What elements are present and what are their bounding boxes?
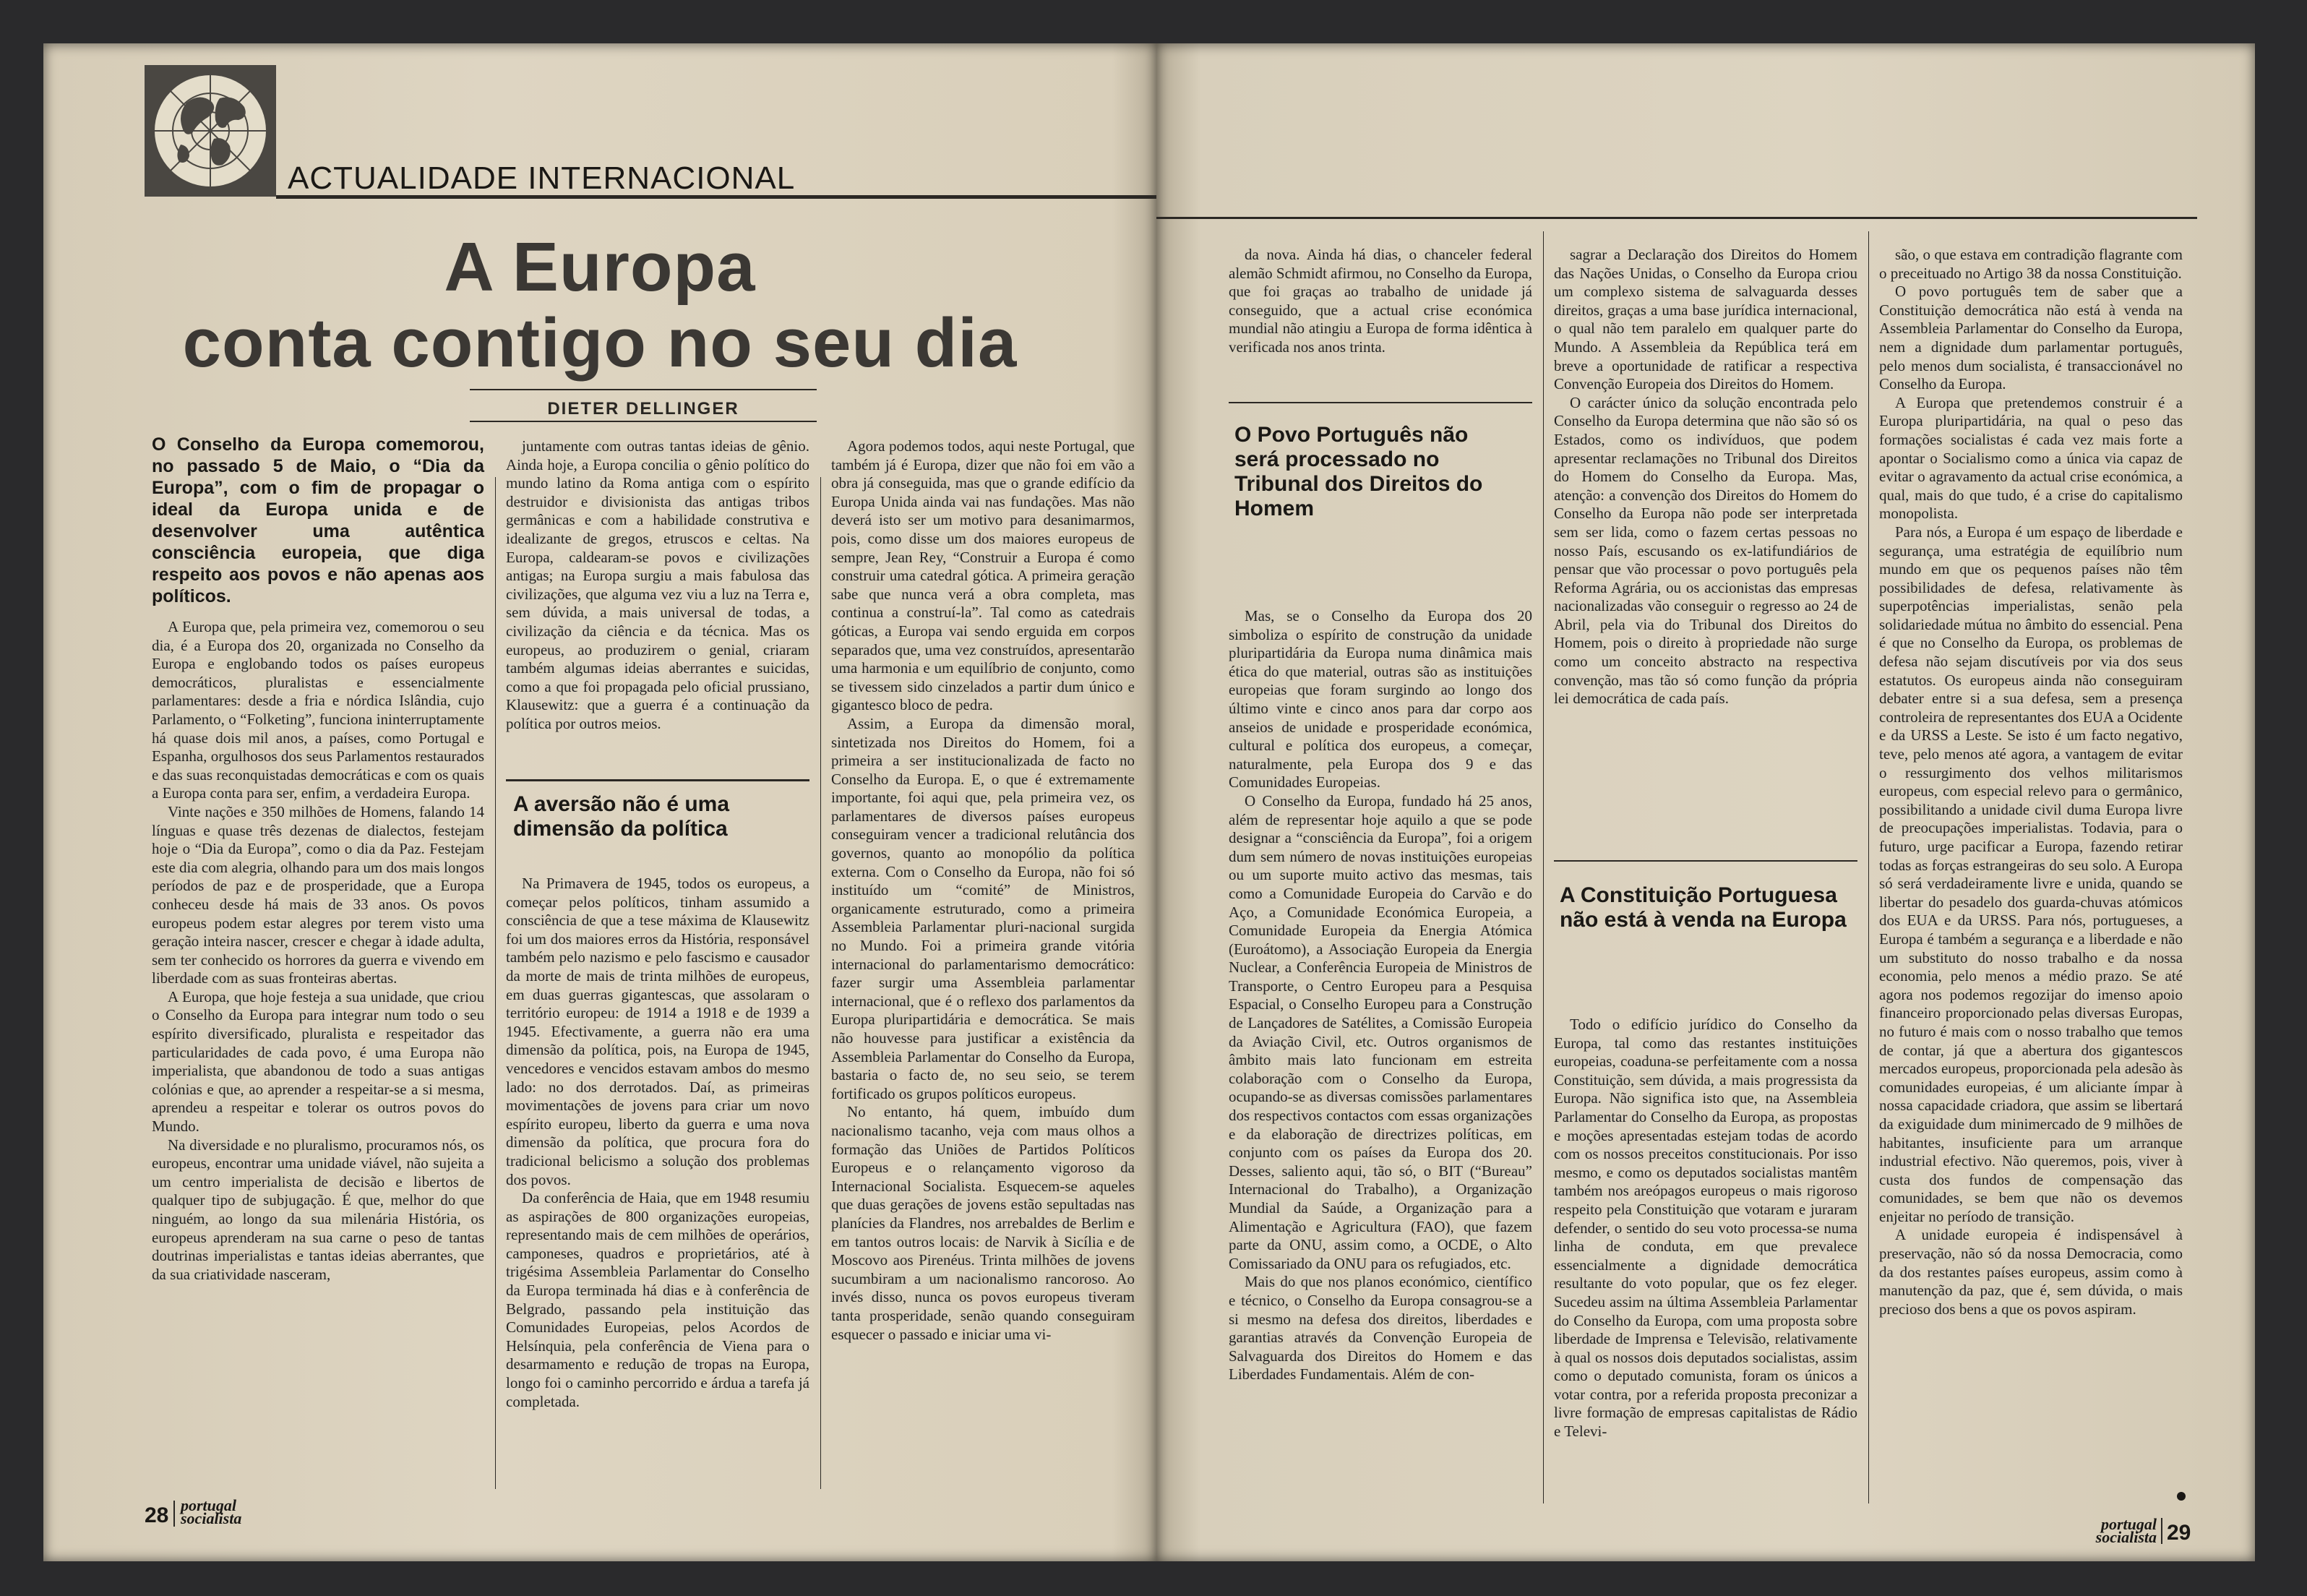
column-r1-continued	[1229, 607, 1532, 1384]
paragraph: O carácter único da solução encontrada pelo Conselho da Europa determina que não são só os Estados, como os indivíduos, que podem apresentar reclamações no Tribunal dos Direitos do Homem do Conselho da Europa. Mas, atenção: a convenção dos Direitos do Homem do Conselho da Europa não pode ser interpretada sem ser lida, como o fazem certas pessoas no nosso País, escusando os ex-latifundiários de pensar que vão processar o povo português pela Reforma Agrária, ou os accionistas das empresas nacionalizadas vão conseguir o regresso ao 24 de Abril, pela via do Tribunal dos Direitos do Homem, pois o direito à propriedade não surge como um conceito abstracto na respectiva convenção, mas tão só como função da própria lei democrática de cada país.	[1554, 393, 1857, 708]
column-divider	[1543, 231, 1544, 1503]
paragraph: O Conselho da Europa, fundado há 25 anos, além de representar hoje aquilo a que se pode designar a “consciência da Europa”, foi a origem dum sem número de novas instituições europeias ou um suporte muito activo das mesmas, tais como a Comunidade Europeia do Carvão e do Aço, a Comunidade Económica Europeia, a Comunidade Europeia da Energia Atómica (Euroátomo), a Associação Europeia da Energia Nuclear, a Conferência Europeia de Ministros de Transporte, o Centro Europeu para a Pesquisa Espacial, o Conselho Europeu para a Construção de Lançadores de Satélites, a Comissão Europeia da Aviação Civil, etc. Outros organismos de âmbito mais lato funcionam em estreita colaboração com o Conselho da Europa, ocupando-se as diversas comissões parlamentares dos respectivos contactos com essas organizações e da elaboração de directrizes políticas, em conjunto com os países da Europa dos 20. Desses, saliento aqui, tão só, o BIT (“Bureau” Internacional do Trabalho), a Organização Mundial da Saúde, a Organização para a Alimentação e Agricultura (FAO), que fazem parte da ONU, assim como, a OCDE, o Alto Comissariado da ONU para os refugiados, etc.	[1229, 791, 1532, 1272]
folio-rule-left	[173, 1501, 175, 1527]
paragraph: No entanto, há quem, imbuído dum nacionalismo tacanho, veja com maus olhos a formação das Uniões de Partidos Políticos Europeus e o relançamento vigoroso da Internacional Socialista. Esquecem-se aqueles que duas gerações de jovens estão sepultadas nas planícies da Flandres, nos arrebaldes de Berlim e em tantos outros locais: de Narvik à Sicília e de Moscovo aos Pirenéus. Trinta milhões de jovens sucumbiram a um nacionalismo rancoroso. Ao invés disso, nunca os povos europeus tiveram tanta prosperidade, senão quando conseguiram esquecer o passado e iniciar uma vi-	[831, 1103, 1135, 1343]
paragraph: Assim, a Europa da dimensão moral, sintetizada nos Direitos do Homem, foi a primeira a ser institucionalizada de facto no Conselho da Europa. E, o que é extremamente importante, foi aqui que, pela primeira vez, os parlamentares de diversos países europeus conseguiram vencer a tradicional relutância dos governos, quanto ao monopólio da política externa. Com o Conselho da Europa, não foi só instituído um “comité” de Ministros, organicamente estruturado, como a primeira Assembleia Parlamentar pluri-nacional surgida no Mundo. Foi a primeira grande vitória internacional do parlamentarismo democrático: fazer surgir uma Assembleia parlamentar internacional, que é o reflexo dos parlamentos da Europa pluripartidária e democrática. Se mais não houvesse para justificar a existência da Assembleia Parlamentar do Conselho da Europa, bastaria o facto de, no seu seio, se terem fortificado os grupos políticos europeus.	[831, 714, 1135, 1102]
column-divider	[1868, 231, 1869, 1503]
paragraph: A Europa que, pela primeira vez, comemorou o seu dia, é a Europa dos 20, organizada no Conselho da Europa e englobando todos os países europeus democráticos, pluralistas e essencialmente parlamentares: desde a fria e nórdica Islândia, cujo Parlamento, o “Folketing”, funciona ininterruptamente há quase dois mil anos, a países, como Portugal e Espanha, orgulhosos dos seus Parlamentos restaurados e das suas reconquistadas democráticas e com os quais a Europa conta para ser, enfim, a verdadeira Europa.	[152, 618, 484, 802]
end-mark	[2177, 1492, 2186, 1501]
paragraph: Na diversidade e no pluralismo, procuramos nós, os europeus, encontrar uma unidade viável, não sujeita a um centro imperialista de decisão e libertos de qualquer tipo de subjugação. É que, melhor do que ninguém, ao longo da sua milenária História, os europeus aprenderam na sua carne o peso de tantas doutrinas imperialistas e tantas ideias aberrantes, que da sua criatividade nasceram,	[152, 1136, 484, 1283]
paragraph: A unidade europeia é indispensável à preservação, não só da nossa Democracia, como da dos restantes países europeus, assim como à manutenção da paz, que é, sem dúvida, o mais precioso dos bens a que os povos aspiram.	[1879, 1226, 2183, 1318]
paragraph: da nova. Ainda há dias, o chanceler federal alemão Schmidt afirmou, no Conselho da Europa, que foi graças ao trabalho de unidade já conseguido, que a actual crise económica mundial não atingiu a Europa de forma idêntica à verificada nos anos trinta.	[1229, 246, 1532, 356]
subhead-aversao: A aversão não é uma dimensão da política	[513, 792, 730, 841]
paragraph: Mais do que nos planos económico, científico e técnico, o Conselho da Europa consagrou-se a si mesmo na defesa dos direitos, liberdades e garantias através da Convenção Europeia de Salvaguarda dos Direitos do Homem e das Liberdades Fundamentais. Além de con-	[1229, 1273, 1532, 1383]
subhead-rule	[1554, 860, 1857, 862]
paragraph: Vinte nações e 350 milhões de Homens, falando 14 línguas e quase três dezenas de dialectos, festejam hoje o “Dia da Europa”, como o dia da Paz. Festejam este dia com alegria, olhando para um dos mais longos períodos de paz e de prosperidade, que a Europa conheceu desde há mais de 33 anos. Os povos europeus podem estar alegres por terem visto uma geração inteira nascer, crescer e chegar à idade adulta, sem ter conhecido os horrores da guerra e vivendo em liberdade com as suas fronteiras abertas.	[152, 802, 484, 987]
column-r3	[1879, 246, 2183, 1318]
brand-mark-left: portugal socialista	[181, 1496, 242, 1527]
byline-rule-bottom	[470, 421, 817, 422]
globe-icon	[145, 65, 276, 197]
paragraph: A Europa que pretendemos construir é a Europa pluripartidária, na qual o peso das formações socialistas é cada vez mais forte a apontar o Socialismo como a única via capaz de evitar o agravamento da actual crise económica, a qual, mais do que tudo, é a crise do capitalismo monopolista.	[1879, 393, 2183, 523]
left-page	[43, 43, 1156, 1561]
lead-paragraph: O Conselho da Europa comemorou, no passado 5 de Maio, o “Dia da Europa”, com o fim de propagar o ideal da Europa unida e de desenvolver uma autêntica consciência europeia, que diga respeito aos povos e não apenas aos políticos.	[152, 434, 484, 606]
section-label: ACTUALIDADE INTERNACIONAL	[288, 160, 796, 196]
page-number-left: 28	[145, 1503, 169, 1527]
column-3	[831, 437, 1135, 1344]
column-1	[152, 618, 484, 1284]
folio-rule-right	[2161, 1518, 2162, 1544]
paragraph: Mas, se o Conselho da Europa dos 20 simboliza o espírito de construção da unidade pluripartidária da Europa numa dinâmica mais ética do que material, outras são as instituições europeias que foram surgindo ao longo dos último vinte e cinco anos para dar corpo aos anseios de unidade e prosperidade económica, cultural e política dos europeus, a começar, naturalmente, pela Europa dos 9 e das Comunidades Europeias.	[1229, 607, 1532, 791]
byline-rule-top	[470, 389, 817, 390]
headline-line-2: conta contigo no seu dia	[182, 304, 1018, 382]
paragraph: Para nós, a Europa é um espaço de liberdade e segurança, uma estratégia de equilíbrio num mundo em que os pequenos países não têm possibilidades de defesa, relativamente às superpotências imperialistas, senão pela solidariedade mútua no âmbito do essencial. Pena é que no Conselho da Europa, os problemas de defesa não sejam discutíveis por via dos seus estatutos. Os europeus ainda não conseguiram debater entre si a sua defesa, sem a presença controleira de representantes dos EUA a Ocidente e da URSS a Leste. Se isto é um facto negativo, teve, pelo menos até agora, a vantagem de evitar o ressurgimento dos velhos militarismos europeus, com especial relevo para o germânico, possibilitando a unidade civil duma Europa livre de preocupações imperialistas. Todavia, para o futuro, urge pacificar a Europa, fazendo retirar todas as forças estrangeiras do seu solo. A Europa só será verdadeiramente livre e unida, quando se libertar do pesadelo dos guarda-chuvas atómicos dos EUA e da URSS. Para nós, portugueses, a Europa é também a segurança e a liberdade e não um substituto do nosso trabalho e da nossa economia, pelo menos a médio prazo. Se até agora nos podemos regozijar do imenso apoio financeiro proporcionado pelas diversas Europas, no futuro é mais com o nosso trabalho que temos de contar, já que a abertura dos gigantescos mercados europeus, proporcionada pela adesão às comunidades europeias, é um aliciante ímpar à nossa capacidade criadora, que assim se libertará da exiguidade dum minimercado de 9 milhões de habitantes, insuficiente para um arranque industrial efectivo. Não queremos, pois, viver à custa dos fundos de compensação das comunidades, se bem que não os devemos enjeitar no período de transição.	[1879, 523, 2183, 1225]
byline: DIETER DELLINGER	[547, 399, 739, 419]
column-2	[506, 437, 809, 734]
brand-mark-right: portugal socialista	[2095, 1515, 2157, 1546]
paragraph: Da conferência de Haia, que em 1948 resumiu as aspirações de 800 organizações europeias, representando mais de cem milhões de operários, camponeses, quadros e proprietários, até à trigésima Assembleia Parlamentar do Conselho da Europa terminada há dias e à conferência de Belgrado, passando pela instituição das Comunidades Europeias, pelos Acordos de Helsínquia, pela conferência de Viena para o desarmamento e redução de tropas na Europa, longo foi o caminho percorrido e árdua a tarefa já completada.	[506, 1189, 809, 1410]
top-rule-right	[1156, 217, 2197, 219]
column-divider	[495, 477, 496, 1489]
headline-line-1: A Europa	[444, 228, 756, 306]
paragraph: juntamente com outras tantas ideias de gênio. Ainda hoje, a Europa concilia o gênio político do mundo latino da Roma antiga com o espírito destruidor e divisionista das antigas tribos germânicas e com a habilidade construtiva e idealizante de gregos, etruscos e celtas. Na Europa, caldearam-se povos e civilizações antigas; na Europa surgiu a mais fabulosa das civilizações, que alguma vez viu a luz na Terra e, sem dúvida, a mais universal de todas, a civilização da ciência e da técnica. Mas os europeus, ao produzirem o genial, criaram também algumas ideias aberrantes e suicidas, como a que foi propagada pelo oficial prussiano, Klausewitz: que a guerra é a continuação da política por outros meios.	[506, 437, 809, 732]
paragraph: são, o que estava em contradição flagrante com o preceituado no Artigo 38 da nossa Constituição.	[1879, 246, 2183, 282]
globe-logo	[145, 65, 276, 197]
right-page	[1156, 43, 2255, 1561]
paragraph: Na Primavera de 1945, todos os europeus, a começar pelos políticos, tinham assumido a consciência de que a tese máxima de Klausewitz foi um dos maiores erros da História, responsável também pelo nazismo e pelo fascismo e causador da morte de mais de trinta milhões de europeus, em duas guerras gigantescas, que assolaram o território europeu: de 1914 a 1918 e de 1939 a 1945. Efectivamente, a guerra não era uma dimensão da política, pois, na Europa de 1945, vencedores e vencidos estavam ambos do mesmo lado: no dos derrotados. Daí, as primeiras movimentações de jovens para criar um novo espírito europeu, liberto da guerra e uma nova dimensão da política, que procura fora do tradicional belicismo a solução dos problemas dos povos.	[506, 875, 809, 1188]
column-2-continued	[506, 875, 809, 1411]
column-r2	[1554, 246, 1857, 708]
paragraph: Todo o edifício jurídico do Conselho da Europa, tal como das restantes instituições europeias, coaduna-se perfeitamente com a nossa Constituição, sem dúvida, a mais progressista da Europa. Não significa isto que, na Assembleia Parlamentar do Conselho da Europa, as propostas e moções apresentadas estejam todas de acordo com os nossos preceitos constitucionais. Por isso mesmo, e como os deputados socialistas mantêm também nos areópagos europeus o mais rigoroso respeito pela Constituição que votaram e juraram defender, o sentido do seu voto processa-se numa linha de conduta, em que prevalece essencialmente a dignidade democrática resultante do voto popular, que os fez eleger. Sucedeu assim na última Assembleia Parlamentar do Conselho da Europa, com uma proposta sobre liberdade de Imprensa e Televisão, relativamente à qual os nossos dois deputados socialistas, assim como o deputado comunista, foram os únicos a votar contra, por a referida proposta preconizar a livre formação de empresas capitalistas de Rádio e Televi-	[1554, 1016, 1857, 1441]
subhead-constituicao: A Constituição Portuguesa não está à venda na Europa	[1560, 883, 1847, 932]
column-divider	[820, 477, 821, 1489]
paragraph: O povo português tem de saber que a Constituição democrática não está à venda na Assembleia Parlamentar do Conselho da Europa, nem a dignidade dum parlamentar português, pelo menos dum socialista, é transaccionável no Conselho da Europa.	[1879, 283, 2183, 393]
paragraph: Agora podemos todos, aqui neste Portugal, que também já é Europa, dizer que não foi em vão a obra já conseguida, mas que o grande edifício da Europa Unida ainda vai nas fundações. Mas não deverá isto ser um motivo para desanimarmos, pois, como disse um dos maiores europeus de sempre, Jean Rey, “Construir a Europa é como construir uma catedral gótica. A primeira geração sabe que nunca verá a obra completa, mas continua a construí-la”. Tal como as catedrais góticas, a Europa vai sendo erguida em corpos separados que, uma vez construídos, apresentarão uma harmonia e um equilíbrio de conjunto, como se tivessem sido cinzelados a partir dum único e gigantesco bloco de pedra.	[831, 437, 1135, 714]
subhead-rule	[506, 779, 809, 781]
column-r1	[1229, 246, 1532, 357]
paragraph: A Europa, que hoje festeja a sua unidade, que criou o Conselho da Europa para integrar num todo o seu espírito diversificado, pluralista e respeitador das particularidades de cada povo, é uma Europa não imperialista, que abandonou de todo a suas antigas colónias e que, ao aprender a respeitar-se a si mesma, aprendeu a respeitar e tolerar os outros povos do Mundo.	[152, 987, 484, 1136]
column-r2-continued	[1554, 1016, 1857, 1441]
subhead-rule	[1229, 402, 1532, 403]
paragraph: sagrar a Declaração dos Direitos do Homem das Nações Unidas, o Conselho da Europa criou um complexo sistema de salvaguarda desses direitos, graças a uma base jurídica internacional, o qual não tem paralelo em qualquer parte do Mundo. A Assembleia da República terá em breve a oportunidade de ratificar a respectiva Convenção Europeia dos Direitos do Homem.	[1554, 246, 1857, 393]
subhead-povo: O Povo Português não será processado no Tribunal dos Direitos do Homem	[1234, 423, 1483, 520]
page-number-right: 29	[2167, 1521, 2191, 1545]
